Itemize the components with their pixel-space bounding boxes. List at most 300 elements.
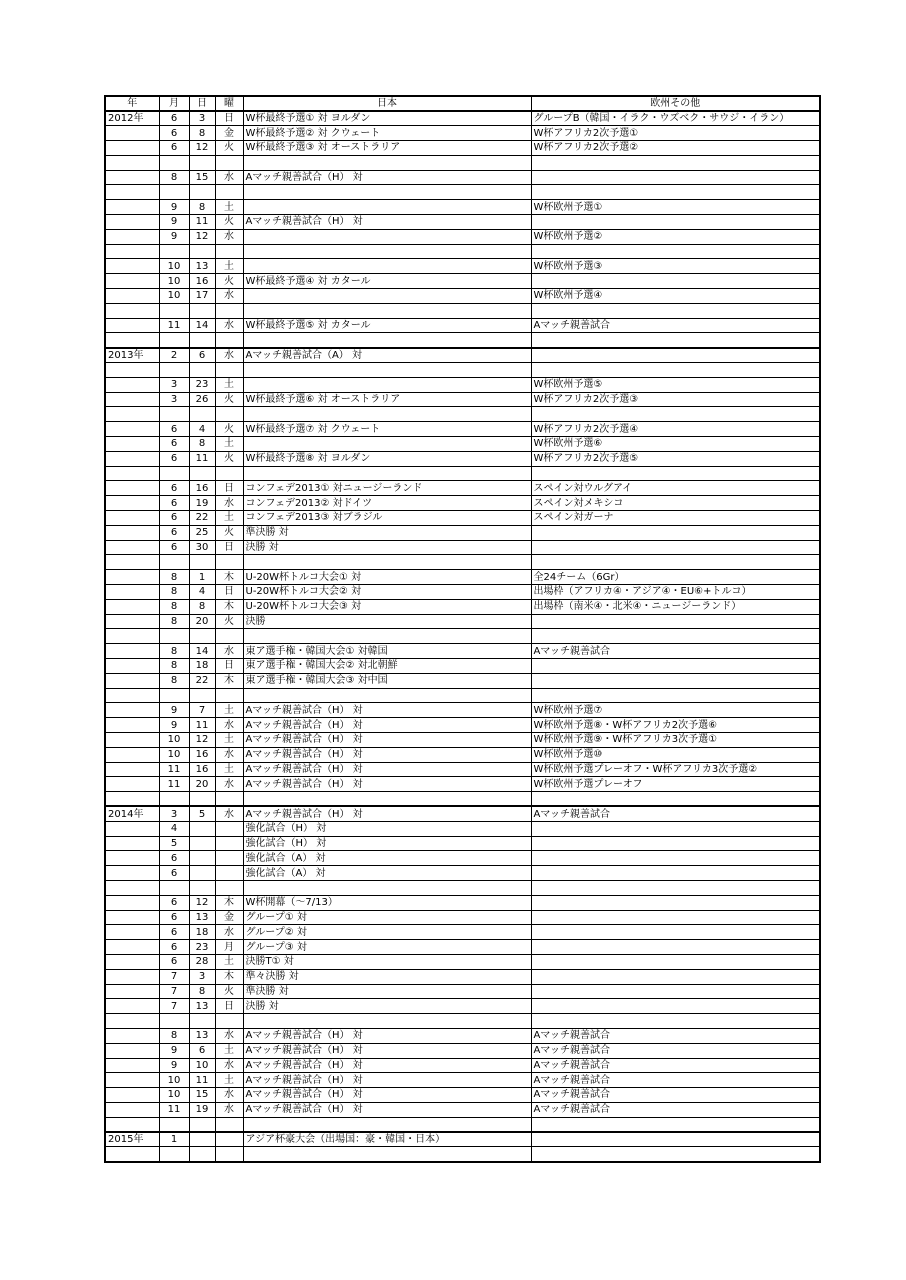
cell-day (189, 851, 215, 866)
cell-month: 11 (159, 318, 189, 333)
cell-europe-other (531, 525, 820, 540)
cell-weekday (215, 792, 243, 807)
cell-europe-other (531, 614, 820, 629)
cell-day: 19 (189, 1102, 215, 1117)
cell-europe-other (531, 170, 820, 185)
cell-weekday: 土 (215, 511, 243, 526)
cell-month: 6 (159, 940, 189, 955)
table-row (105, 1132, 820, 1147)
cell-europe-other (531, 1117, 820, 1132)
cell-month: 6 (159, 925, 189, 940)
cell-weekday: 火 (215, 215, 243, 230)
cell-japan: 強化試合（A） 対 (243, 866, 531, 881)
cell-year (105, 333, 159, 348)
cell-month (159, 555, 189, 570)
cell-year (105, 555, 159, 570)
cell-weekday: 土 (215, 954, 243, 969)
cell-europe-other (531, 688, 820, 703)
cell-weekday (215, 244, 243, 259)
cell-japan: 準決勝 対 (243, 984, 531, 999)
cell-europe-other (531, 999, 820, 1014)
cell-month (159, 303, 189, 318)
cell-day: 13 (189, 259, 215, 274)
cell-japan: U-20W杯トルコ大会② 対 (243, 585, 531, 600)
cell-year (105, 673, 159, 688)
table-row (105, 1147, 820, 1162)
cell-europe-other (531, 1132, 820, 1147)
cell-year (105, 688, 159, 703)
cell-europe-other: W杯アフリカ2次予選⑤ (531, 451, 820, 466)
cell-year (105, 511, 159, 526)
cell-day: 22 (189, 673, 215, 688)
table-row (105, 599, 820, 614)
table-row (105, 141, 820, 156)
cell-japan: グループ③ 対 (243, 940, 531, 955)
cell-month: 1 (159, 1132, 189, 1147)
cell-japan (243, 229, 531, 244)
cell-month (159, 688, 189, 703)
table-row (105, 1028, 820, 1043)
cell-japan (243, 792, 531, 807)
cell-weekday: 火 (215, 525, 243, 540)
cell-month (159, 629, 189, 644)
cell-weekday: 水 (215, 718, 243, 733)
cell-year (105, 1117, 159, 1132)
cell-japan: W杯最終予選① 対 ヨルダン (243, 111, 531, 126)
cell-japan: W杯最終予選③ 対 オーストラリア (243, 141, 531, 156)
cell-weekday: 水 (215, 747, 243, 762)
cell-year (105, 170, 159, 185)
cell-europe-other (531, 629, 820, 644)
cell-europe-other: Aマッチ親善試合 (531, 1073, 820, 1088)
cell-weekday: 火 (215, 451, 243, 466)
cell-weekday: 火 (215, 141, 243, 156)
cell-month: 10 (159, 1073, 189, 1088)
cell-year (105, 999, 159, 1014)
cell-japan (243, 880, 531, 895)
cell-day: 3 (189, 969, 215, 984)
cell-weekday: 土 (215, 1043, 243, 1058)
cell-year (105, 836, 159, 851)
table-row (105, 747, 820, 762)
cell-europe-other: W杯欧州予選⑤ (531, 377, 820, 392)
cell-month: 9 (159, 1058, 189, 1073)
cell-japan: グループ② 対 (243, 925, 531, 940)
table-row (105, 348, 820, 363)
cell-europe-other: Aマッチ親善試合 (531, 1058, 820, 1073)
cell-europe-other: W杯欧州予選⑧・W杯アフリカ2次予選⑥ (531, 718, 820, 733)
cell-europe-other: スペイン対ウルグアイ (531, 481, 820, 496)
cell-europe-other: W杯欧州予選⑦ (531, 703, 820, 718)
table-row (105, 200, 820, 215)
cell-weekday: 水 (215, 289, 243, 304)
cell-month: 6 (159, 111, 189, 126)
cell-weekday: 日 (215, 111, 243, 126)
table-row (105, 259, 820, 274)
cell-europe-other: グループB（韓国・イラク・ウズベク・サウジ・イラン） (531, 111, 820, 126)
table-row (105, 1088, 820, 1103)
cell-weekday: 火 (215, 422, 243, 437)
cell-japan: コンフェデ2013③ 対ブラジル (243, 511, 531, 526)
cell-year (105, 437, 159, 452)
cell-month: 6 (159, 437, 189, 452)
cell-japan: アジア杯豪大会（出場国：豪・韓国・日本） (243, 1132, 531, 1147)
cell-japan: W杯最終予選⑤ 対 カタール (243, 318, 531, 333)
table-row (105, 333, 820, 348)
cell-day: 18 (189, 925, 215, 940)
cell-year (105, 451, 159, 466)
cell-europe-other: W杯欧州予選④ (531, 289, 820, 304)
cell-japan: 強化試合（A） 対 (243, 851, 531, 866)
cell-day: 8 (189, 126, 215, 141)
cell-japan: Aマッチ親善試合（H） 対 (243, 170, 531, 185)
cell-weekday: 水 (215, 644, 243, 659)
table-row (105, 658, 820, 673)
cell-day (189, 1117, 215, 1132)
header-day: 日 (189, 96, 215, 111)
cell-month: 10 (159, 747, 189, 762)
cell-day (189, 821, 215, 836)
cell-month: 8 (159, 614, 189, 629)
cell-day: 22 (189, 511, 215, 526)
cell-weekday: 水 (215, 348, 243, 363)
table-row (105, 274, 820, 289)
cell-day: 30 (189, 540, 215, 555)
cell-year: 2015年 (105, 1132, 159, 1147)
cell-month: 8 (159, 599, 189, 614)
cell-year (105, 585, 159, 600)
cell-japan: Aマッチ親善試合（H） 対 (243, 1073, 531, 1088)
table-row (105, 969, 820, 984)
cell-weekday: 金 (215, 910, 243, 925)
cell-month (159, 363, 189, 378)
cell-year (105, 1014, 159, 1029)
cell-month: 9 (159, 1043, 189, 1058)
cell-japan: Aマッチ親善試合（H） 対 (243, 718, 531, 733)
cell-europe-other: W杯欧州予選プレーオフ (531, 777, 820, 792)
cell-japan (243, 555, 531, 570)
cell-day: 6 (189, 348, 215, 363)
cell-weekday: 土 (215, 377, 243, 392)
table-row (105, 629, 820, 644)
cell-europe-other (531, 1014, 820, 1029)
cell-year: 2012年 (105, 111, 159, 126)
cell-europe-other: Aマッチ親善試合 (531, 1043, 820, 1058)
cell-day (189, 185, 215, 200)
cell-year (105, 762, 159, 777)
cell-japan: 決勝 (243, 614, 531, 629)
cell-japan: コンフェデ2013② 対ドイツ (243, 496, 531, 511)
cell-japan (243, 289, 531, 304)
cell-japan: Aマッチ親善試合（H） 対 (243, 703, 531, 718)
cell-japan (243, 200, 531, 215)
cell-year (105, 984, 159, 999)
cell-month (159, 792, 189, 807)
cell-day: 8 (189, 200, 215, 215)
cell-month: 6 (159, 496, 189, 511)
table-row (105, 806, 820, 821)
cell-year (105, 1147, 159, 1162)
table-row (105, 895, 820, 910)
table-row (105, 851, 820, 866)
cell-weekday: 水 (215, 1102, 243, 1117)
cell-day: 13 (189, 1028, 215, 1043)
cell-year (105, 229, 159, 244)
cell-day (189, 629, 215, 644)
cell-europe-other: Aマッチ親善試合 (531, 1028, 820, 1043)
cell-day: 16 (189, 747, 215, 762)
cell-japan (243, 377, 531, 392)
table-row (105, 585, 820, 600)
cell-europe-other: W杯欧州予選プレーオフ・W杯アフリカ3次予選② (531, 762, 820, 777)
cell-year (105, 407, 159, 422)
table-row (105, 451, 820, 466)
cell-year (105, 540, 159, 555)
cell-month: 8 (159, 658, 189, 673)
cell-year (105, 644, 159, 659)
cell-day: 11 (189, 451, 215, 466)
table-row (105, 718, 820, 733)
cell-europe-other (531, 274, 820, 289)
header-month: 月 (159, 96, 189, 111)
cell-day: 4 (189, 422, 215, 437)
cell-month: 6 (159, 866, 189, 881)
cell-japan (243, 303, 531, 318)
cell-europe-other (531, 363, 820, 378)
cell-month: 8 (159, 570, 189, 585)
cell-japan: 東ア選手権・韓国大会② 対北朝鮮 (243, 658, 531, 673)
cell-month: 2 (159, 348, 189, 363)
cell-europe-other (531, 880, 820, 895)
cell-year (105, 496, 159, 511)
cell-year (105, 1088, 159, 1103)
cell-month: 8 (159, 170, 189, 185)
cell-year (105, 747, 159, 762)
cell-day: 14 (189, 644, 215, 659)
cell-day (189, 407, 215, 422)
cell-japan (243, 1117, 531, 1132)
table-row (105, 363, 820, 378)
cell-month: 11 (159, 762, 189, 777)
cell-month: 6 (159, 511, 189, 526)
cell-month: 6 (159, 481, 189, 496)
cell-japan (243, 244, 531, 259)
cell-year (105, 851, 159, 866)
cell-europe-other: W杯アフリカ2次予選② (531, 141, 820, 156)
schedule-table (104, 95, 821, 1163)
table-row (105, 111, 820, 126)
cell-europe-other: Aマッチ親善試合 (531, 318, 820, 333)
table-row (105, 392, 820, 407)
table-row (105, 155, 820, 170)
cell-weekday (215, 851, 243, 866)
cell-month: 10 (159, 289, 189, 304)
cell-weekday (215, 407, 243, 422)
cell-europe-other: W杯欧州予選⑩ (531, 747, 820, 762)
cell-month: 8 (159, 585, 189, 600)
cell-year (105, 821, 159, 836)
cell-europe-other: W杯アフリカ2次予選④ (531, 422, 820, 437)
cell-japan: U-20W杯トルコ大会③ 対 (243, 599, 531, 614)
cell-weekday (215, 363, 243, 378)
cell-day: 19 (189, 496, 215, 511)
cell-year (105, 259, 159, 274)
cell-weekday: 日 (215, 658, 243, 673)
cell-month: 6 (159, 540, 189, 555)
cell-europe-other: 出場枠（南米④・北米④・ニュージーランド） (531, 599, 820, 614)
cell-japan (243, 363, 531, 378)
cell-month: 6 (159, 525, 189, 540)
cell-japan: コンフェデ2013① 対ニュージーランド (243, 481, 531, 496)
cell-japan (243, 185, 531, 200)
table-row (105, 377, 820, 392)
cell-year (105, 792, 159, 807)
cell-europe-other (531, 940, 820, 955)
cell-europe-other (531, 866, 820, 881)
table-row (105, 984, 820, 999)
cell-weekday: 土 (215, 703, 243, 718)
cell-europe-other (531, 333, 820, 348)
cell-year (105, 155, 159, 170)
cell-day (189, 792, 215, 807)
cell-europe-other (531, 954, 820, 969)
cell-day: 16 (189, 274, 215, 289)
cell-weekday: 木 (215, 570, 243, 585)
table-row (105, 836, 820, 851)
cell-weekday: 水 (215, 496, 243, 511)
cell-month (159, 185, 189, 200)
cell-year (105, 377, 159, 392)
cell-month (159, 1117, 189, 1132)
cell-japan (243, 466, 531, 481)
table-row (105, 289, 820, 304)
cell-year (105, 525, 159, 540)
cell-day: 8 (189, 984, 215, 999)
cell-weekday (215, 303, 243, 318)
cell-weekday: 日 (215, 585, 243, 600)
cell-day: 7 (189, 703, 215, 718)
cell-year (105, 777, 159, 792)
cell-europe-other (531, 185, 820, 200)
table-row (105, 1102, 820, 1117)
cell-day (189, 880, 215, 895)
cell-day (189, 555, 215, 570)
cell-weekday (215, 821, 243, 836)
cell-day: 1 (189, 570, 215, 585)
cell-japan (243, 1147, 531, 1162)
cell-month: 11 (159, 1102, 189, 1117)
table-row (105, 481, 820, 496)
cell-weekday (215, 1147, 243, 1162)
cell-japan (243, 155, 531, 170)
cell-europe-other: 全24チーム（6Gr） (531, 570, 820, 585)
cell-europe-other (531, 555, 820, 570)
cell-month: 6 (159, 954, 189, 969)
table-row (105, 910, 820, 925)
cell-japan (243, 629, 531, 644)
cell-year (105, 703, 159, 718)
cell-weekday: 日 (215, 481, 243, 496)
header-row (105, 96, 820, 111)
header-japan: 日本 (243, 96, 531, 111)
cell-weekday: 水 (215, 777, 243, 792)
cell-month: 9 (159, 200, 189, 215)
cell-weekday: 土 (215, 1073, 243, 1088)
header-year: 年 (105, 96, 159, 111)
cell-month: 7 (159, 969, 189, 984)
cell-day: 11 (189, 215, 215, 230)
cell-day: 13 (189, 910, 215, 925)
cell-weekday: 水 (215, 229, 243, 244)
cell-europe-other: Aマッチ親善試合 (531, 1088, 820, 1103)
table-row (105, 940, 820, 955)
table-row (105, 407, 820, 422)
cell-year (105, 1043, 159, 1058)
cell-weekday (215, 333, 243, 348)
cell-month: 10 (159, 732, 189, 747)
cell-europe-other (531, 925, 820, 940)
table-row (105, 229, 820, 244)
header-weekday: 曜 (215, 96, 243, 111)
cell-day: 13 (189, 999, 215, 1014)
table-row (105, 792, 820, 807)
cell-year (105, 940, 159, 955)
cell-japan: グループ① 対 (243, 910, 531, 925)
cell-year (105, 215, 159, 230)
cell-weekday: 水 (215, 1058, 243, 1073)
table-row (105, 1043, 820, 1058)
cell-month: 3 (159, 377, 189, 392)
cell-month: 4 (159, 821, 189, 836)
table-row (105, 466, 820, 481)
cell-year (105, 614, 159, 629)
cell-weekday (215, 155, 243, 170)
cell-japan: W杯最終予選⑦ 対 クウェート (243, 422, 531, 437)
cell-month: 6 (159, 851, 189, 866)
cell-day: 5 (189, 806, 215, 821)
cell-year (105, 274, 159, 289)
cell-month (159, 1014, 189, 1029)
cell-year (105, 244, 159, 259)
cell-japan (243, 688, 531, 703)
cell-japan: Aマッチ親善試合（A） 対 (243, 348, 531, 363)
cell-month: 7 (159, 999, 189, 1014)
header-europe-other: 欧州その他 (531, 96, 820, 111)
cell-europe-other: W杯欧州予選⑨・W杯アフリカ3次予選① (531, 732, 820, 747)
cell-weekday: 水 (215, 925, 243, 940)
table-row (105, 644, 820, 659)
cell-year (105, 954, 159, 969)
cell-weekday: 土 (215, 200, 243, 215)
cell-day: 28 (189, 954, 215, 969)
cell-europe-other (531, 821, 820, 836)
cell-europe-other (531, 407, 820, 422)
cell-month: 10 (159, 259, 189, 274)
cell-day: 23 (189, 940, 215, 955)
cell-day: 16 (189, 481, 215, 496)
cell-year: 2013年 (105, 348, 159, 363)
table-row (105, 496, 820, 511)
cell-month: 8 (159, 1028, 189, 1043)
cell-japan: 強化試合（H） 対 (243, 821, 531, 836)
cell-month: 6 (159, 141, 189, 156)
cell-japan (243, 407, 531, 422)
cell-year (105, 718, 159, 733)
cell-weekday: 月 (215, 940, 243, 955)
cell-weekday (215, 555, 243, 570)
cell-day: 20 (189, 614, 215, 629)
table-row (105, 925, 820, 940)
